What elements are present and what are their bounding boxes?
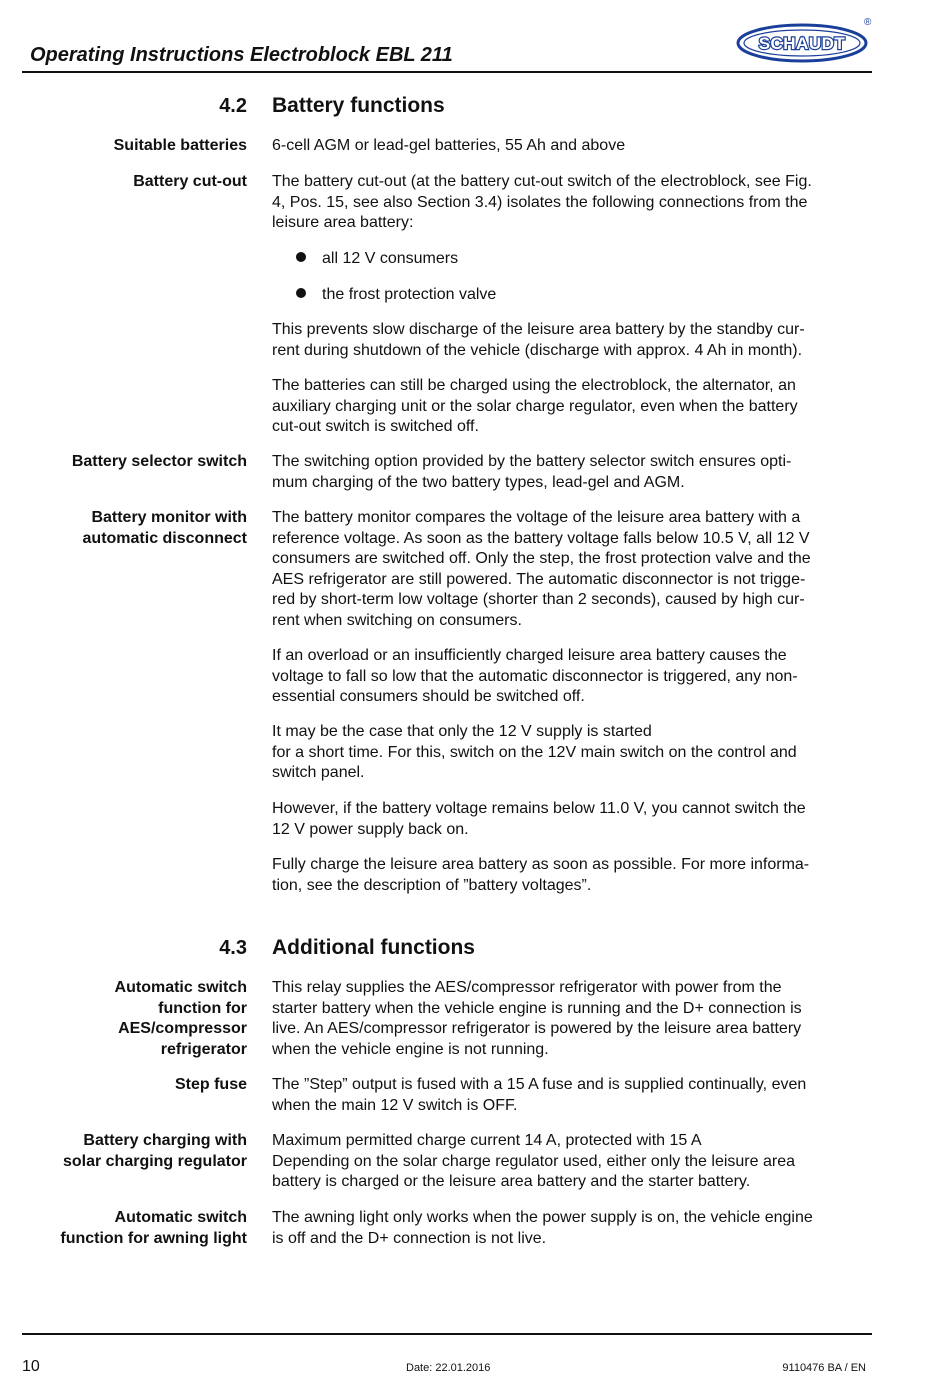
battery-selector-text: The switching option provided by the battery selector switch ensures opti- mum charging of the two battery types, lead-gel and AGM. (272, 453, 792, 491)
section-number: 4.2 (219, 95, 247, 117)
footer-doc-code: 9110476 BA / EN (782, 1362, 866, 1374)
side-label-aes-switch: Automatic switch function for AES/compressor refrigerator (114, 979, 247, 1058)
battery-monitor-paragraph-3: It may be the case that only the 12 V supply is started for a short time. For this, switch on the 12V main switch on the control and switch panel. (272, 723, 797, 782)
battery-monitor-paragraph-1: The battery monitor compares the voltage of the leisure area battery with a reference voltage. As soon as the battery voltage falls below 10.5 V, all 12 V consumers are switched off. Only the step, the frost protection valve and the AES refrigerator are still powered. The automatic disconnector is not trigge- red by short-term low voltage (shorter than 2 seconds), caused by high cur- rent when switching on consumers. (272, 509, 811, 629)
side-label-battery-monitor: Battery monitor with automatic disconnect (82, 509, 247, 547)
bullet-dot-icon (296, 288, 306, 298)
step-fuse-text: The ”Step” output is fused with a 15 A fuse and is supplied continually, even when the main 12 V switch is OFF. (272, 1076, 807, 1114)
registered-mark: ® (864, 17, 872, 28)
side-label-suitable-batteries: Suitable batteries (113, 137, 247, 154)
battery-monitor-paragraph-5: Fully charge the leisure area battery as soon as possible. For more informa- tion, see the description of ”battery voltages”. (272, 856, 810, 894)
side-label-step-fuse: Step fuse (174, 1076, 247, 1093)
schaudt-logo (736, 14, 876, 66)
bullet-item: the frost protection valve (296, 285, 496, 306)
bullet-dot-icon (296, 252, 306, 262)
footer-rule (22, 1333, 872, 1335)
aes-switch-text: This relay supplies the AES/compressor refrigerator with power from the starter battery when the vehicle engine is running and the D+ connection is live. An AES/compressor refrigerator is powered by the leisure area battery when the vehicle engine is not running. (272, 979, 802, 1058)
awning-light-text: The awning light only works when the power supply is on, the vehicle engine is off and the D+ connection is not live. (272, 1209, 813, 1247)
battery-monitor-paragraph-4: However, if the battery voltage remains below 11.0 V, you cannot switch the 12 V power supply back on. (272, 800, 806, 838)
logo-text: SCHAUDT (758, 34, 846, 53)
side-label-battery-cutout: Battery cut-out (133, 173, 247, 190)
section-title: Additional functions (272, 936, 475, 959)
footer-date: Date: 22.01.2016 (406, 1362, 491, 1374)
side-label-awning-light: Automatic switch function for awning light (60, 1209, 247, 1247)
page-number: 10 (22, 1358, 40, 1375)
battery-cutout-paragraph-3: The batteries can still be charged using the electroblock, the alternator, an auxiliary charging unit or the solar charge regulator, even when the battery cut-out switch is switched off. (272, 377, 798, 436)
page-header-title: Operating Instructions Electroblock EBL 211 (30, 44, 453, 66)
section-title: Battery functions (272, 94, 445, 117)
side-label-battery-selector: Battery selector switch (71, 453, 247, 470)
battery-monitor-paragraph-2: If an overload or an insufficiently charged leisure area battery causes the voltage to fall so low that the automatic disconnector is triggered, any non- essential consumers should be switched off. (272, 647, 798, 706)
section-number: 4.3 (219, 937, 247, 959)
battery-cutout-paragraph-1: The battery cut-out (at the battery cut-out switch of the electroblock, see Fig. 4, Pos. 15, see also Section 3.4) isolates the following connections from the leisure area battery: (272, 173, 812, 232)
bullet-item: all 12 V consumers (296, 249, 458, 270)
battery-cutout-paragraph-2: This prevents slow discharge of the leisure area battery by the standby cur- rent during shutdown of the vehicle (discharge with approx. 4 Ah in month). (272, 321, 805, 359)
suitable-batteries-text: 6-cell AGM or lead-gel batteries, 55 Ah and above (272, 137, 626, 154)
solar-charging-text: Maximum permitted charge current 14 A, protected with 15 A Depending on the solar charge regulator used, either only the leisure area battery is charged or the leisure area battery and the starter battery. (272, 1132, 795, 1191)
header-rule (22, 71, 872, 73)
side-label-solar-charging: Battery charging with solar charging regulator (62, 1132, 247, 1170)
